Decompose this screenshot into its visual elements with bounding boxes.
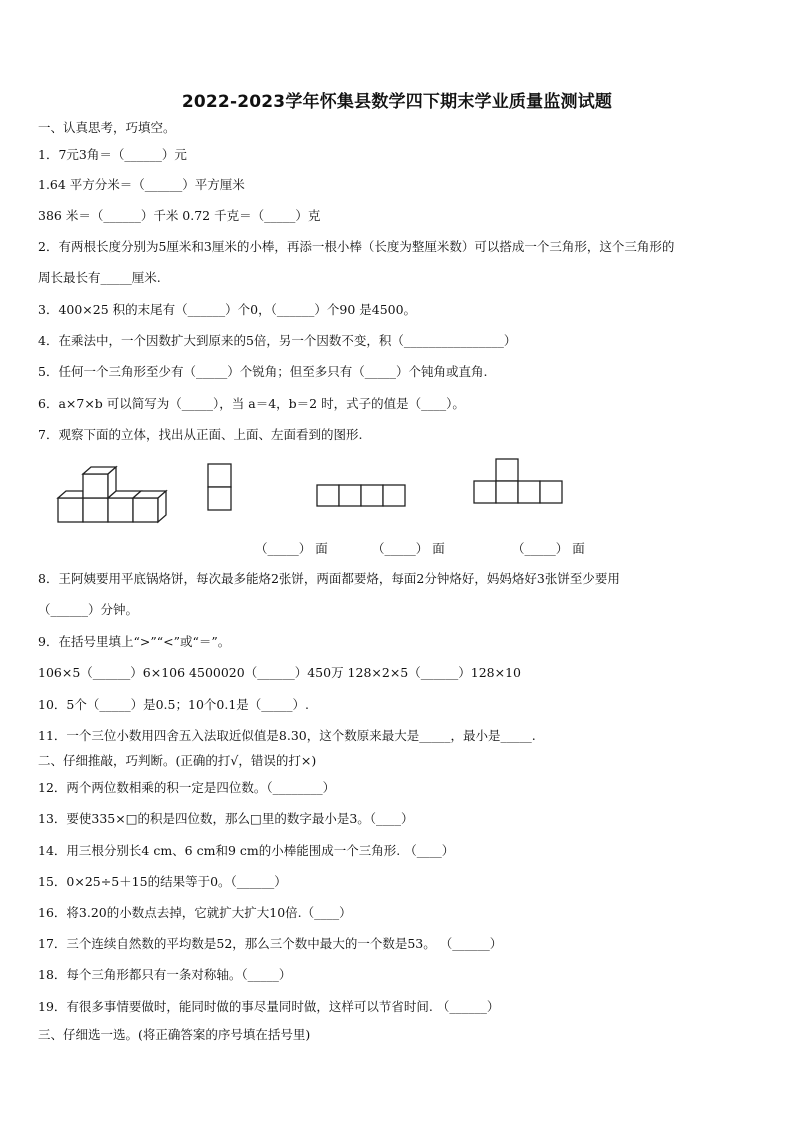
text-line: 11．一个三位小数用四舍五入法取近似值是8.30，这个数原来最大是_____，最小是_____. [38,728,536,743]
text-line: 5．任何一个三角形至少有（_____）个锐角；但至多只有（_____）个钝角或直角. [38,364,488,379]
text-line: 16．将3.20的小数点去掉，它就扩大扩大10倍.（____） [38,905,352,920]
text-line: 386 米＝（______）千米 0.72 千克＝（_____）克 [38,208,321,223]
view-four-row [316,484,408,508]
text-line: 3．400×25 积的末尾有（______）个0，（______）个90 是4500。 [38,302,417,317]
text-line: 周长最长有_____厘米. [38,270,161,285]
text-line: 17．三个连续自然数的平均数是52，那么三个数中最大的一个数是53。 （______） [38,936,503,951]
text-line: 15．0×25÷5＋15的结果等于0。（______） [38,874,287,889]
text-line: 三、仔细选一选。(将正确答案的序号填在括号里) [38,1027,311,1042]
text-line: 4．在乘法中，一个因数扩大到原来的5倍，另一个因数不变，积（________________） [38,333,517,348]
text-line: 19．有很多事情要做时，能同时做的事尽量同时做，这样可以节省时间. （______） [38,999,500,1014]
view-answer-blank: （_____） 面 [372,541,445,556]
view-answer-blank: （_____） 面 [255,541,328,556]
text-line: 一、认真思考，巧填空。 [38,120,176,135]
text-line: 12．两个两位数相乘的积一定是四位数。（________） [38,780,336,795]
text-line: 10．5个（_____）是0.5；10个0.1是（_____）. [38,697,309,712]
view-answer-blank: （_____） 面 [512,541,585,556]
view-two-stacked [207,463,233,513]
text-line: 2．有两根长度分别为5厘米和3厘米的小棒，再添一根小棒（长度为整厘米数）可以搭成一个三角形，这个三角形的 [38,239,675,254]
text-line: 106×5（______）6×106 4500020（______）450万 128×2×5（______）128×10 [38,665,521,680]
text-line: 18．每个三角形都只有一条对称轴。（_____） [38,967,292,982]
text-line: 13．要使335×□的积是四位数，那么□里的数字最小是3。（____） [38,811,414,826]
view-four-row-plus-top [472,458,568,506]
text-line: 1.64 平方分米＝（______）平方厘米 [38,177,245,192]
text-line: 8．王阿姨要用平底锅烙饼，每次最多能烙2张饼，两面都要烙，每面2分钟烙好，妈妈烙好3张饼至少要用 [38,571,620,586]
text-line: 1．7元3角＝（______）元 [38,147,187,162]
text-line: （______）分钟。 [38,602,139,617]
text-line: 14．用三根分别长4 cm、6 cm和9 cm的小棒能围成一个三角形. （____） [38,843,455,858]
text-line: 6．a×7×b 可以简写为（_____），当 a＝4，b＝2 时，式子的值是（____）。 [38,396,465,411]
solid-figure [56,463,171,525]
text-line: 9．在括号里填上“>”“<”或“＝”。 [38,634,231,649]
page-title: 2022-2023学年怀集县数学四下期末学业质量监测试题 [181,92,613,112]
text-line: 7．观察下面的立体，找出从正面、上面、左面看到的图形. [38,427,363,442]
text-line: 二、仔细推敲，巧判断。(正确的打√，错误的打×) [38,753,317,768]
